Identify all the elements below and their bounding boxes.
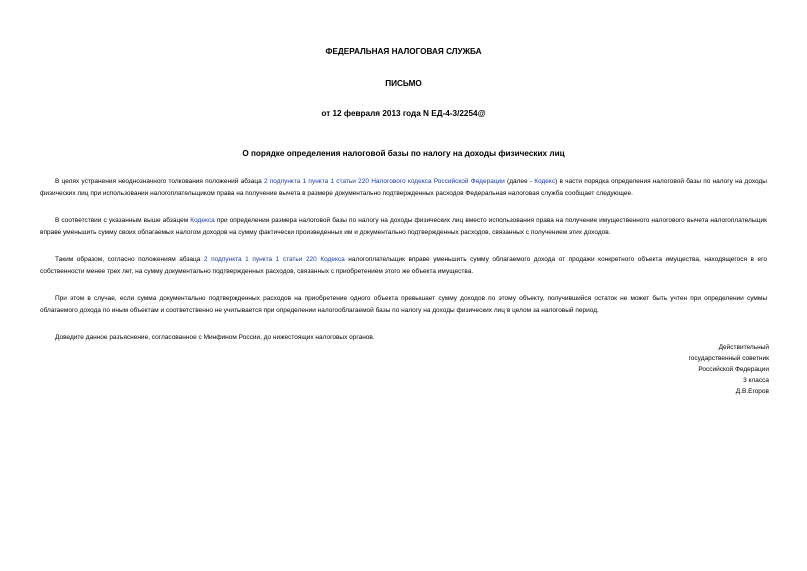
paragraph-5-text: Доведите данное разъяснение, согласованное с Минфином России, до нижестоящих налоговых органов. [55,334,375,341]
paragraph-3-text-a: Таким образом, согласно положениям абзаца [55,256,204,263]
signature-rank-line-3: Российской Федерации [698,366,769,373]
organization-title: ФЕДЕРАЛЬНАЯ НАЛОГОВАЯ СЛУЖБА [325,47,482,56]
document-body [40,176,767,359]
paragraph-5 [40,332,767,344]
link-code[interactable]: Кодекс [534,178,556,185]
link-article-220-tax-code[interactable]: 2 подпункта 1 пункта 1 статьи 220 Налогового кодекса Российской Федерации [263,178,505,185]
signature-rank-line-1: Действительный [718,344,769,351]
link-article-220-code[interactable]: 2 подпункта 1 пункта 1 статьи 220 Кодекса [203,256,345,263]
signature-rank-line-4: 3 класса [743,377,769,384]
paragraph-1-text-c: ) в части порядка определения налоговой базы по налогу на доходы физических лиц при использовании налогоплательщиком права на получение вычета в размере документально подтвержденных расходов Федеральная налоговая служба сообщает следующее. [40,178,767,197]
document-type: ПИСЬМО [385,79,422,88]
link-code-2[interactable]: Кодекса [190,217,215,224]
paragraph-1-text-a: В целях устранения неоднозначного толкования положений абзаца [55,178,264,185]
paragraph-4 [40,293,767,317]
paragraph-4-text: При этом в случае, если сумма документально подтвержденных расходов на приобретение одного объекта превышает сумму доходов по этому объекту, получившийся остаток не может быть учтен при определении суммы облагаемого дохода по иным объектам и соответственно не учитывается при определении налогооблагаемой базы по налогу на доходы физических лиц в целом за налоговый период. [40,295,767,314]
document-subject: О порядке определения налоговой базы по налогу на доходы физических лиц [242,149,565,158]
paragraph-1 [40,176,767,200]
paragraph-2-text-b: при определении размера налоговой базы по налогу на доходы физических лиц вместо использования права на получение имущественного налогового вычета налогоплательщик вправе уменьшить сумму своих облагаемых налогом доходов на сумму фактически произведенных им и документально подтвержденных расходов, связанных с получением этих доходов. [40,217,767,236]
paragraph-2 [40,215,767,239]
signatory-name: Д.В.Егоров [735,388,769,395]
signature-rank-line-2: государственный советник [688,355,769,362]
paragraph-3 [40,254,767,278]
paragraph-2-text-a: В соответствии с указанным выше абзацем [55,217,191,224]
paragraph-1-text-b: (далее - [504,178,535,185]
signature-block [689,342,769,397]
paragraph-3-text-b: налогоплательщик вправе уменьшить сумму облагаемого дохода от продажи конкретного объекта имущества, находящегося в его собственности менее трех лет, на сумму документально подтвержденных расходов, связанных с приобретением этого же объекта имущества. [40,256,767,275]
document-date-number: от 12 февраля 2013 года N ЕД-4-3/2254@ [321,109,486,118]
